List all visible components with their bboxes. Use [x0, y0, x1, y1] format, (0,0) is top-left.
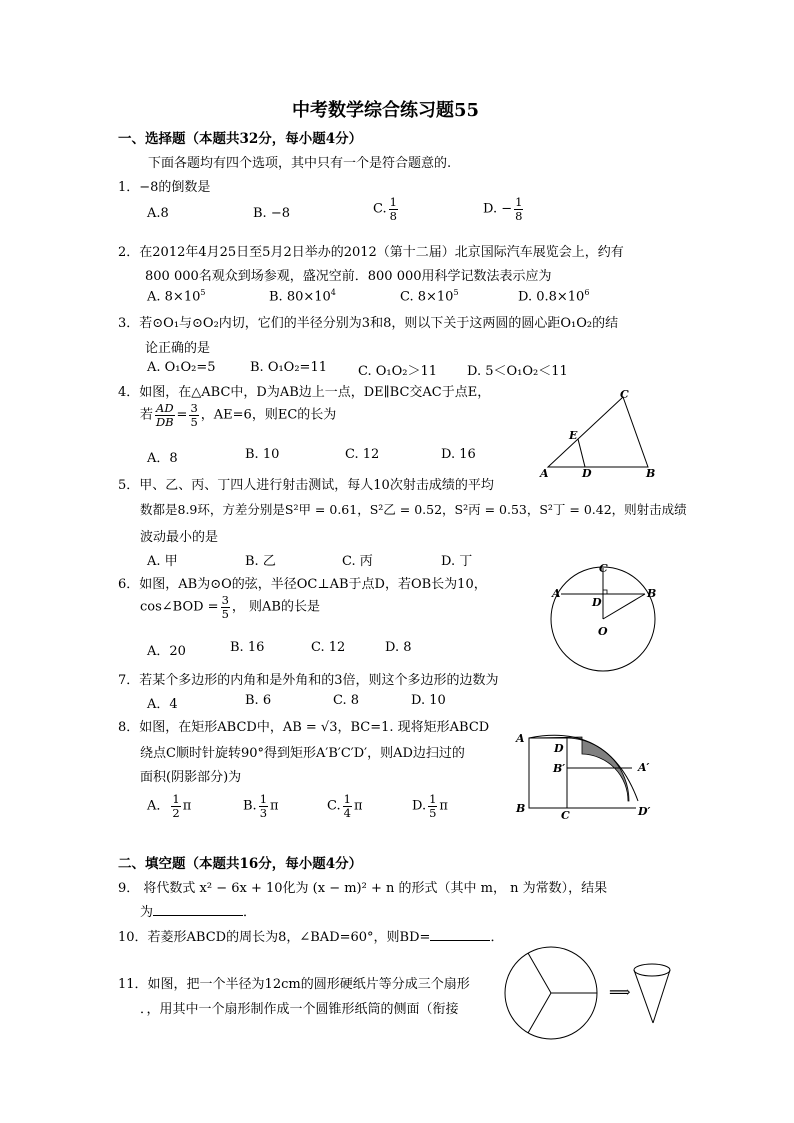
q2-option-d-text: D. 0.8×10	[518, 289, 585, 305]
label-a-prime: A′	[638, 761, 650, 774]
q2-option-a-text: A. 8×10	[147, 289, 201, 305]
q5-option-a: A. 甲	[147, 554, 178, 569]
q1-option-d	[483, 196, 525, 222]
label-b: B	[646, 467, 656, 480]
q4-option-d: D. 16	[441, 447, 476, 462]
q4-line1: 4．如图，在△ABC中，D为AB边上一点，DE∥BC交AC于点E，	[118, 385, 491, 400]
fraction-numerator: 1	[259, 792, 268, 806]
label-a: A	[540, 467, 549, 480]
radius-ob	[603, 594, 645, 619]
fraction-numerator: AD	[156, 401, 174, 415]
q9-answer-blank[interactable]	[153, 903, 243, 916]
q5-line2: 数都是8.9环，方差分别是S²甲 = 0.61，S²乙 = 0.52，S²丙 = 0.53，S²丁 = 0.42，则射击成绩	[140, 502, 687, 517]
q8-line1: 8．如图，在矩形ABCD中，AB = √3，BC=1. 现将矩形ABCD	[118, 720, 490, 735]
q6-option-c: C. 12	[311, 640, 346, 655]
q5-option-c: C. 丙	[342, 554, 373, 569]
label-b-prime: B′	[553, 762, 566, 775]
cone-side-right	[653, 970, 670, 1023]
fraction-denominator: 2	[172, 805, 180, 820]
label-b: B	[647, 587, 657, 600]
fraction-denominator: 5	[190, 414, 198, 429]
q9-line1: 9． 将代数式 x² − 6x + 10化为 (x − m)² + n 的形式（其中 m， n 为常数），结果	[118, 881, 608, 896]
q11-line1: 11．如图，把一个半径为12cm的圆形硬纸片等分成三个扇形	[118, 977, 470, 992]
q10-text	[118, 926, 503, 945]
q2-line2: 800 000名观众到场参观，盛况空前．800 000用科学记数法表示应为	[145, 269, 552, 284]
label-c: C	[620, 388, 629, 401]
q6-option-b: B. 16	[230, 640, 265, 655]
q7-stem: 7．若某个多边形的内角和是外角和的3倍，则这个多边形的边数为	[118, 673, 499, 688]
q6-suffix: ， 则AB的长是	[231, 599, 320, 615]
label-d: D	[592, 596, 602, 609]
q6-line2	[140, 594, 320, 620]
q4-option-a: A．8	[147, 451, 178, 466]
q8-option-a	[147, 793, 191, 819]
q8-option-a-fraction	[171, 793, 180, 819]
q3-line2: 论正确的是	[145, 341, 211, 356]
arrow-icon: ⟹	[609, 983, 631, 1001]
fraction-numerator: 1	[389, 195, 397, 209]
q2-option-c	[400, 288, 459, 304]
label-d-prime: D′	[638, 805, 651, 818]
fraction-denominator: 8	[389, 208, 397, 223]
q4-fraction-ad-db	[155, 402, 175, 428]
sector-line-top	[528, 953, 551, 993]
pi-symbol: π	[353, 798, 363, 814]
fraction-numerator: 1	[515, 195, 523, 209]
fraction-numerator: 3	[190, 401, 198, 415]
q2-option-d	[518, 288, 589, 304]
q9-suffix: ．	[243, 905, 257, 920]
q4-prefix: 若	[140, 407, 154, 423]
exponent: 5	[453, 288, 459, 297]
q9-prefix: 为	[140, 905, 154, 920]
fraction-denominator: 8	[515, 208, 523, 223]
q8-option-d	[412, 793, 448, 819]
q8-option-c	[327, 793, 363, 819]
equals-sign: =	[176, 407, 188, 423]
section1-header: 一、选择题（本题共32分，每小题4分）	[118, 131, 363, 147]
section1-intro: 下面各题均有四个选项，其中只有一个是符合题意的.	[148, 156, 452, 171]
q6-line1: 6．如图，AB为⊙O的弦，半径OC⊥AB于点D，若OB长为10，	[118, 577, 487, 592]
q2-option-b-text: B. 80×10	[269, 289, 331, 305]
q8-option-a-label: A．	[147, 798, 170, 814]
triangle-abc	[548, 397, 648, 467]
pi-symbol: π	[439, 798, 448, 814]
q8-option-b-fraction	[259, 793, 268, 819]
q6-option-a: A．20	[147, 644, 186, 659]
page-title: 中考数学综合练习题55	[292, 100, 480, 121]
q1-option-b: B. −8	[253, 206, 290, 221]
fraction-numerator: 1	[343, 792, 351, 806]
fraction-denominator: DB	[155, 414, 174, 429]
fraction-numerator: 1	[172, 792, 180, 806]
q6-prefix: cos∠BOD =	[140, 599, 219, 615]
fraction-denominator: 4	[343, 805, 351, 820]
right-angle-mark	[603, 590, 607, 594]
q6-circle-figure	[550, 562, 670, 682]
label-a: A	[516, 732, 525, 745]
q4-triangle-figure	[538, 388, 668, 480]
q4-line2	[140, 402, 336, 428]
q1-option-c-label: C.	[373, 201, 387, 217]
q9-line2	[140, 901, 256, 920]
fraction-numerator: 1	[429, 792, 437, 806]
q2-option-c-text: C. 8×10	[400, 289, 454, 305]
q3-option-d: D. 5＜O₁O₂＜11	[467, 364, 568, 379]
q11-cone-figure	[630, 960, 680, 1030]
exponent: 6	[584, 288, 590, 297]
label-c: C	[561, 809, 570, 822]
q2-line1: 2．在2012年4月25日至5月2日举办的2012（第十二届）北京国际汽车展览会上，约有	[118, 245, 624, 260]
segment-de	[578, 439, 585, 467]
q8-option-b-label: B.	[243, 798, 257, 814]
label-e: E	[569, 429, 578, 442]
q11-line2: ．，用其中一个扇形制作成一个圆锥形纸筒的侧面（衔接	[140, 1002, 459, 1017]
sector-line-bottom	[528, 993, 551, 1033]
q3-option-c: C. O₁O₂＞11	[358, 364, 438, 379]
label-b: B	[516, 802, 526, 815]
cone-side-left	[634, 970, 653, 1023]
q5-option-d: D. 丁	[441, 554, 473, 569]
q5-line1: 5．甲、乙、丙、丁四人进行射击测试，每人10次射击成绩的平均	[118, 478, 494, 493]
q7-option-c: C. 8	[333, 693, 360, 708]
fraction-denominator: 3	[259, 805, 268, 820]
q5-line3: 波动最小的是	[140, 530, 219, 545]
q2-option-b	[269, 288, 336, 304]
q1-option-d-label: D. −	[483, 201, 513, 217]
q7-option-d: D. 10	[411, 693, 446, 708]
q8-option-c-label: C.	[327, 798, 341, 814]
q1-option-c-fraction	[389, 196, 398, 222]
q1-stem: 1．−8的倒数是	[118, 180, 211, 195]
q8-line3: 面积(阴影部分)为	[140, 770, 242, 785]
exponent: 5	[200, 288, 206, 297]
pi-symbol: π	[270, 798, 279, 814]
q6-fraction	[221, 594, 230, 620]
q11-circle-sectors-figure	[502, 946, 602, 1042]
q4-fraction-3-5	[189, 402, 198, 428]
label-a: A	[552, 587, 561, 600]
q4-option-b: B. 10	[245, 447, 280, 462]
section2-header: 二、填空题（本题共16分，每小题4分）	[118, 856, 363, 872]
cone-base	[634, 964, 670, 976]
q7-option-b: B. 6	[245, 693, 272, 708]
q3-option-b: B. O₁O₂=11	[250, 360, 327, 375]
q8-line2: 绕点C顺时针旋转90°得到矩形A′B′C′D′，则AD边扫过的	[140, 746, 465, 761]
q10-answer-blank[interactable]	[430, 928, 490, 941]
q1-option-c	[373, 196, 400, 222]
q8-option-d-fraction	[428, 793, 437, 819]
q1-option-a: A.8	[147, 206, 169, 221]
label-c: C	[599, 562, 608, 575]
fraction-denominator: 5	[429, 805, 437, 820]
q8-option-c-fraction	[343, 793, 352, 819]
q2-option-a	[147, 288, 205, 304]
fraction-numerator: 3	[221, 593, 229, 607]
label-d: D	[582, 467, 592, 480]
q6-option-d: D. 8	[385, 640, 412, 655]
q8-option-b	[243, 793, 279, 819]
pi-symbol: π	[182, 798, 192, 814]
shaded-swept-region	[529, 737, 629, 801]
exponent: 4	[330, 288, 336, 297]
fraction-denominator: 5	[221, 606, 229, 621]
q4-option-c: C. 12	[345, 447, 380, 462]
q1-option-d-fraction	[514, 196, 523, 222]
q10-prefix: 10．若菱形ABCD的周长为8，∠BAD=60°，则BD=	[118, 930, 431, 945]
q10-suffix: ．	[490, 930, 504, 945]
q8-option-d-label: D.	[412, 798, 427, 814]
q7-option-a: A．4	[147, 697, 178, 712]
q3-option-a: A. O₁O₂=5	[147, 360, 216, 375]
q5-option-b: B. 乙	[245, 554, 276, 569]
q8-rectangle-figure	[514, 722, 664, 822]
q4-suffix: ，AE=6，则EC的长为	[200, 407, 337, 423]
label-d: D	[554, 742, 564, 755]
label-o: O	[598, 625, 608, 638]
q3-line1: 3．若⊙O₁与⊙O₂内切，它们的半径分别为3和8，则以下关于这两圆的圆心距O₁O₂的结	[118, 316, 619, 331]
